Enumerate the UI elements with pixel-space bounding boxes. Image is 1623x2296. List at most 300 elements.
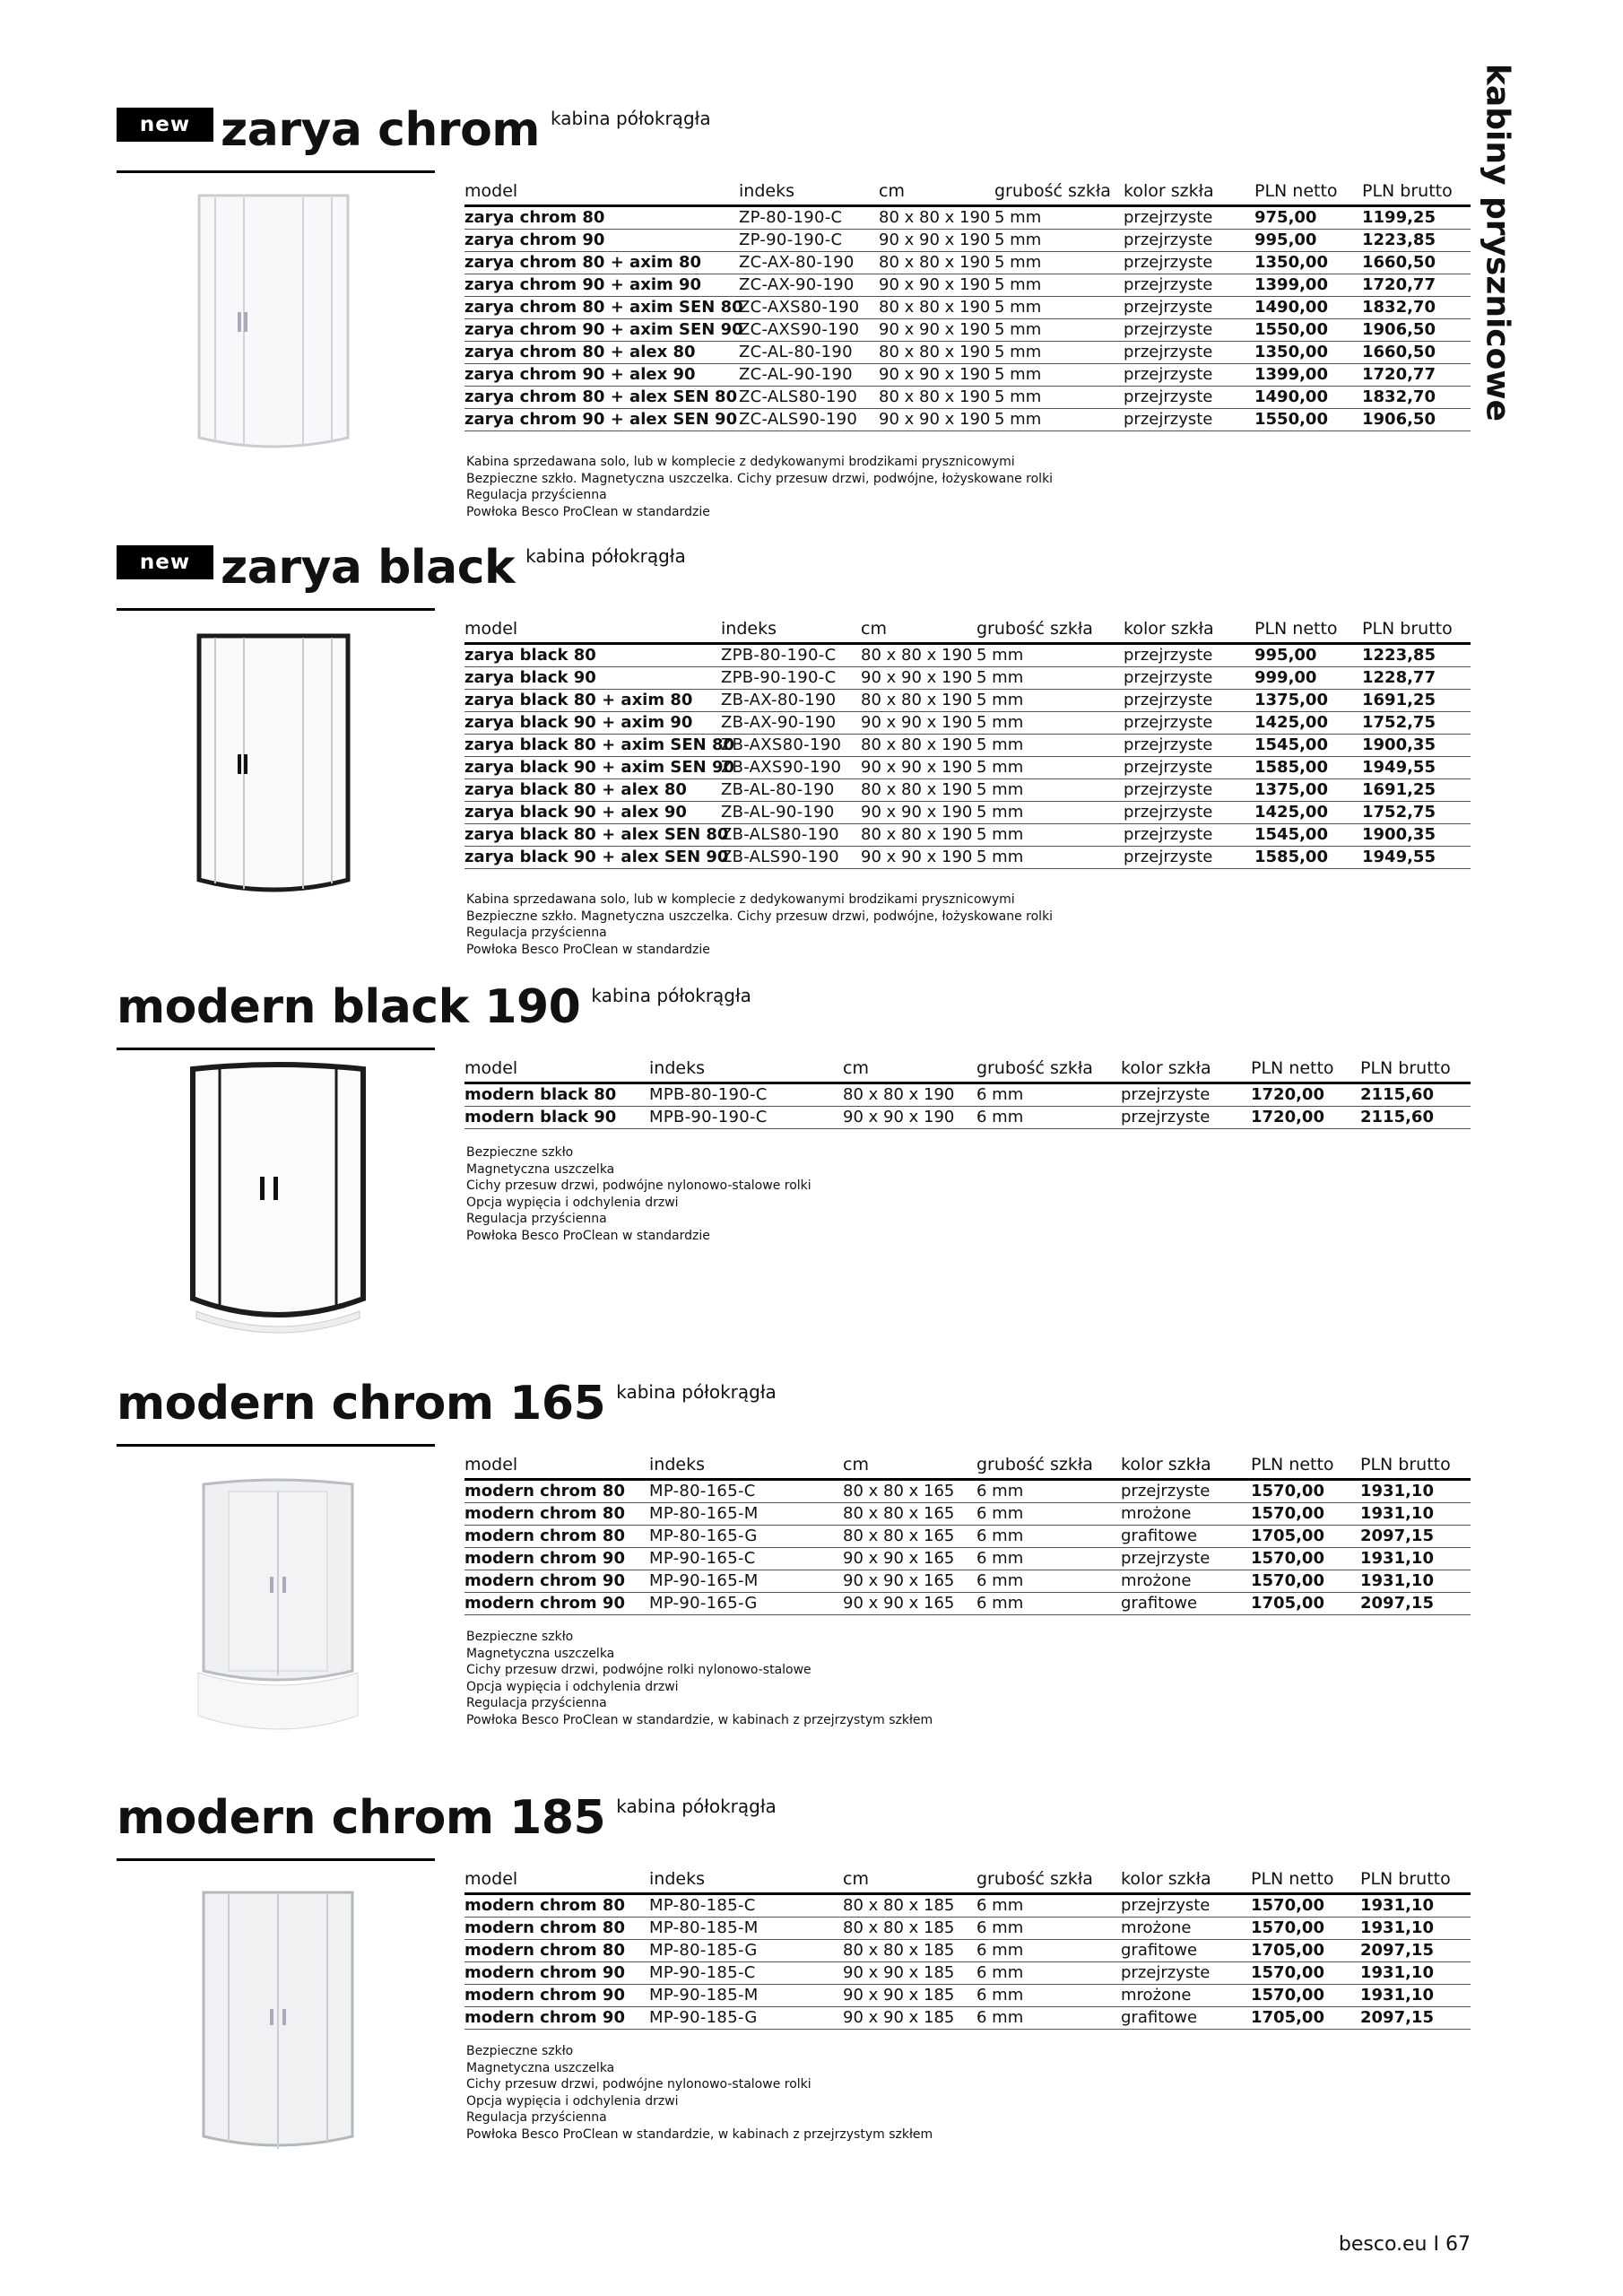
- cell-grubosc: 6 mm: [976, 2007, 1121, 2030]
- cell-kolor: przejrzyste: [1124, 319, 1254, 342]
- cell-kolor: przejrzyste: [1124, 297, 1254, 319]
- cell-indeks: ZB-AXS90-190: [721, 757, 861, 779]
- cell-cm: 90 x 90 x 185: [843, 1985, 976, 2007]
- cell-grubosc: 6 mm: [976, 1894, 1121, 1918]
- cell-grubosc: 6 mm: [976, 1107, 1121, 1129]
- table-row: [464, 1083, 1471, 1107]
- table-header-row: [464, 1058, 1471, 1083]
- note-line: Regulacja przyścienna: [466, 2110, 607, 2125]
- table-row: [464, 364, 1471, 387]
- cell-netto: 1705,00: [1251, 2007, 1360, 2030]
- cell-kolor: przejrzyste: [1124, 779, 1254, 802]
- cell-model: zarya chrom 80 + axim SEN 80: [464, 297, 739, 319]
- note-line: Magnetyczna uszczelka: [466, 1161, 615, 1177]
- table-row: [464, 1570, 1471, 1593]
- product-title: modern chrom 185: [117, 1791, 606, 1845]
- col-netto: PLN netto: [1251, 1058, 1360, 1083]
- table-body: [464, 1480, 1471, 1615]
- note-line: Opcja wypięcia i odchylenia drzwi: [466, 1195, 679, 1210]
- cell-brutto: 2097,15: [1360, 1526, 1471, 1548]
- cell-kolor: mrożone: [1121, 1570, 1251, 1593]
- product-notes: [466, 2043, 933, 2143]
- note-line: Cichy przesuw drzwi, podwójne rolki nylonowo-stalowe: [466, 1663, 812, 1677]
- cell-kolor: przejrzyste: [1124, 847, 1254, 869]
- shower-cabin-image: [193, 1474, 363, 1743]
- product-title: modern chrom 165: [117, 1377, 606, 1431]
- note-line: Cichy przesuw drzwi, podwójne nylonowo-stalowe rolki: [466, 2077, 812, 2092]
- cell-grubosc: 5 mm: [976, 690, 1124, 712]
- col-cm: cm: [843, 1058, 976, 1083]
- col-indeks: indeks: [721, 619, 861, 644]
- note-line: Powłoka Besco ProClean w standardzie, w kabinach z przejrzystym szkłem: [466, 1712, 933, 1727]
- cell-brutto: 2115,60: [1360, 1083, 1471, 1107]
- cell-model: modern chrom 90: [464, 1985, 649, 2007]
- table-row: [464, 1894, 1471, 1918]
- col-kolor: kolor szkła: [1121, 1869, 1251, 1894]
- table-row: [464, 387, 1471, 409]
- cell-kolor: przejrzyste: [1124, 409, 1254, 431]
- cell-cm: 80 x 80 x 185: [843, 1918, 976, 1940]
- cell-indeks: ZB-AX-90-190: [721, 712, 861, 735]
- cell-model: zarya chrom 90 + axim 90: [464, 274, 739, 297]
- cell-cm: 90 x 90 x 165: [843, 1570, 976, 1593]
- cell-kolor: przejrzyste: [1124, 274, 1254, 297]
- cell-grubosc: 5 mm: [976, 667, 1124, 690]
- cell-brutto: 1228,77: [1362, 667, 1471, 690]
- product-notes: [466, 454, 1053, 520]
- table-row: [464, 757, 1471, 779]
- cell-brutto: 1906,50: [1362, 319, 1471, 342]
- col-cm: cm: [843, 1869, 976, 1894]
- table-row: [464, 409, 1471, 431]
- cell-indeks: ZC-AXS90-190: [739, 319, 879, 342]
- cell-cm: 80 x 80 x 165: [843, 1526, 976, 1548]
- cell-cm: 80 x 80 x 190: [843, 1083, 976, 1107]
- cell-kolor: mrożone: [1121, 1918, 1251, 1940]
- new-badge: new: [117, 545, 213, 579]
- cell-cm: 80 x 80 x 190: [861, 824, 976, 847]
- cell-netto: 1720,00: [1251, 1107, 1360, 1129]
- title-rule: [117, 1444, 435, 1447]
- cell-cm: 80 x 80 x 190: [861, 779, 976, 802]
- cell-kolor: przejrzyste: [1124, 342, 1254, 364]
- cell-kolor: przejrzyste: [1124, 735, 1254, 757]
- note-line: Powłoka Besco ProClean w standardzie, w kabinach z przejrzystym szkłem: [466, 2126, 933, 2142]
- cell-indeks: ZC-AL-80-190: [739, 342, 879, 364]
- note-line: Powłoka Besco ProClean w standardzie: [466, 1228, 710, 1243]
- cell-brutto: 1931,10: [1360, 1570, 1471, 1593]
- cell-brutto: 1906,50: [1362, 409, 1471, 431]
- cell-model: zarya black 90 + axim SEN 90: [464, 757, 721, 779]
- cell-brutto: 1660,50: [1362, 252, 1471, 274]
- cell-grubosc: 6 mm: [976, 1548, 1121, 1570]
- cell-model: modern chrom 90: [464, 1593, 649, 1615]
- table-row: [464, 342, 1471, 364]
- cell-model: zarya chrom 90 + alex SEN 90: [464, 409, 739, 431]
- col-netto: PLN netto: [1254, 181, 1362, 206]
- cell-cm: 90 x 90 x 190: [861, 667, 976, 690]
- table-row: [464, 1526, 1471, 1548]
- cell-netto: 1425,00: [1254, 712, 1362, 735]
- note-line: Bezpieczne szkło: [466, 1145, 574, 1160]
- cell-indeks: MP-90-165-M: [649, 1570, 843, 1593]
- cell-netto: 1425,00: [1254, 802, 1362, 824]
- cell-brutto: 2115,60: [1360, 1107, 1471, 1129]
- section-header: [117, 103, 711, 160]
- cell-cm: 90 x 90 x 185: [843, 1962, 976, 1985]
- cell-indeks: ZB-AL-80-190: [721, 779, 861, 802]
- cell-kolor: przejrzyste: [1121, 1480, 1251, 1503]
- title-rule: [117, 170, 435, 173]
- col-indeks: indeks: [649, 1058, 843, 1083]
- cell-netto: 999,00: [1254, 667, 1362, 690]
- cell-kolor: przejrzyste: [1121, 1894, 1251, 1918]
- col-cm: cm: [879, 181, 994, 206]
- cell-grubosc: 5 mm: [994, 409, 1124, 431]
- cell-indeks: ZP-80-190-C: [739, 206, 879, 230]
- cell-cm: 90 x 90 x 190: [843, 1107, 976, 1129]
- cell-cm: 90 x 90 x 165: [843, 1548, 976, 1570]
- cell-netto: 1585,00: [1254, 757, 1362, 779]
- cell-kolor: grafitowe: [1121, 1526, 1251, 1548]
- cell-model: modern chrom 90: [464, 1962, 649, 1985]
- cell-indeks: MP-80-165-G: [649, 1526, 843, 1548]
- col-cm: cm: [861, 619, 976, 644]
- cell-kolor: grafitowe: [1121, 1940, 1251, 1962]
- cell-kolor: przejrzyste: [1124, 644, 1254, 667]
- cell-cm: 90 x 90 x 165: [843, 1593, 976, 1615]
- cell-model: modern chrom 90: [464, 2007, 649, 2030]
- cell-netto: 1570,00: [1251, 1985, 1360, 2007]
- cell-indeks: ZC-ALS80-190: [739, 387, 879, 409]
- cell-model: zarya black 80 + axim 80: [464, 690, 721, 712]
- table-row: [464, 644, 1471, 667]
- cell-grubosc: 6 mm: [976, 1985, 1121, 2007]
- cell-model: zarya chrom 90 + alex 90: [464, 364, 739, 387]
- col-kolor: kolor szkła: [1121, 1058, 1251, 1083]
- cell-brutto: 2097,15: [1360, 1940, 1471, 1962]
- cell-cm: 80 x 80 x 185: [843, 1894, 976, 1918]
- cell-model: zarya black 90 + axim 90: [464, 712, 721, 735]
- footer-page-number: 67: [1445, 2233, 1471, 2256]
- cell-brutto: 1931,10: [1360, 1480, 1471, 1503]
- note-line: Bezpieczne szkło. Magnetyczna uszczelka. Cichy przesuw drzwi, podwójne, łożyskowane rolki: [466, 909, 1054, 924]
- cell-brutto: 1660,50: [1362, 342, 1471, 364]
- col-netto: PLN netto: [1254, 619, 1362, 644]
- cell-kolor: przejrzyste: [1121, 1962, 1251, 1985]
- price-table: [464, 1058, 1471, 1129]
- table-body: [464, 644, 1471, 869]
- cell-indeks: MP-80-185-M: [649, 1918, 843, 1940]
- cell-netto: 1720,00: [1251, 1083, 1360, 1107]
- table-row: [464, 779, 1471, 802]
- cell-model: modern chrom 80: [464, 1503, 649, 1526]
- col-brutto: PLN brutto: [1360, 1058, 1471, 1083]
- cell-kolor: przejrzyste: [1124, 712, 1254, 735]
- cell-indeks: MP-90-185-G: [649, 2007, 843, 2030]
- note-line: Cichy przesuw drzwi, podwójne nylonowo-stalowe rolki: [466, 1178, 812, 1193]
- cell-cm: 80 x 80 x 190: [879, 342, 994, 364]
- cell-grubosc: 5 mm: [994, 252, 1124, 274]
- cell-model: zarya chrom 80: [464, 206, 739, 230]
- shower-cabin-image: [184, 1062, 372, 1342]
- cell-grubosc: 6 mm: [976, 1962, 1121, 1985]
- cell-indeks: ZB-ALS80-190: [721, 824, 861, 847]
- price-table: [464, 181, 1471, 431]
- cell-netto: 1705,00: [1251, 1526, 1360, 1548]
- cell-brutto: 1900,35: [1362, 824, 1471, 847]
- cell-brutto: 1223,85: [1362, 644, 1471, 667]
- cell-grubosc: 6 mm: [976, 1570, 1121, 1593]
- product-subtitle: kabina półokrągła: [616, 1796, 777, 1817]
- cell-kolor: mrożone: [1121, 1503, 1251, 1526]
- cell-indeks: MP-90-165-C: [649, 1548, 843, 1570]
- cell-netto: 1570,00: [1251, 1548, 1360, 1570]
- cell-indeks: ZC-ALS90-190: [739, 409, 879, 431]
- table-row: [464, 690, 1471, 712]
- title-rule: [117, 1048, 435, 1050]
- cell-grubosc: 5 mm: [976, 847, 1124, 869]
- cell-indeks: MP-80-165-C: [649, 1480, 843, 1503]
- title-rule: [117, 608, 435, 611]
- cell-cm: 80 x 80 x 185: [843, 1940, 976, 1962]
- cell-grubosc: 6 mm: [976, 1940, 1121, 1962]
- cell-brutto: 1931,10: [1360, 1962, 1471, 1985]
- product-title: zarya black: [221, 541, 516, 595]
- cell-netto: 995,00: [1254, 230, 1362, 252]
- cell-netto: 1570,00: [1251, 1570, 1360, 1593]
- col-kolor: kolor szkła: [1124, 181, 1254, 206]
- cell-model: zarya chrom 80 + alex SEN 80: [464, 387, 739, 409]
- cell-kolor: grafitowe: [1121, 1593, 1251, 1615]
- cell-brutto: 1720,77: [1362, 274, 1471, 297]
- cell-model: modern chrom 80: [464, 1480, 649, 1503]
- product-notes: [466, 891, 1053, 958]
- cell-netto: 1570,00: [1251, 1962, 1360, 1985]
- cell-indeks: MP-90-185-M: [649, 1985, 843, 2007]
- note-line: Powłoka Besco ProClean w standardzie: [466, 504, 710, 519]
- table-row: [464, 1503, 1471, 1526]
- table-row: [464, 252, 1471, 274]
- cell-indeks: MP-80-185-C: [649, 1894, 843, 1918]
- cell-netto: 1705,00: [1251, 1940, 1360, 1962]
- cell-brutto: 1832,70: [1362, 387, 1471, 409]
- cell-kolor: przejrzyste: [1124, 364, 1254, 387]
- cell-netto: 1705,00: [1251, 1593, 1360, 1615]
- cell-indeks: ZPB-90-190-C: [721, 667, 861, 690]
- table-body: [464, 1083, 1471, 1129]
- cell-cm: 80 x 80 x 190: [861, 735, 976, 757]
- cell-indeks: MP-80-165-M: [649, 1503, 843, 1526]
- product-notes: [466, 1144, 812, 1244]
- cell-kolor: przejrzyste: [1121, 1548, 1251, 1570]
- cell-grubosc: 5 mm: [994, 274, 1124, 297]
- cell-brutto: 1691,25: [1362, 690, 1471, 712]
- col-netto: PLN netto: [1251, 1455, 1360, 1480]
- cell-kolor: przejrzyste: [1124, 690, 1254, 712]
- cell-brutto: 1752,75: [1362, 802, 1471, 824]
- cell-grubosc: 5 mm: [994, 206, 1124, 230]
- col-cm: cm: [843, 1455, 976, 1480]
- cell-grubosc: 6 mm: [976, 1083, 1121, 1107]
- note-line: Magnetyczna uszczelka: [466, 2060, 615, 2075]
- shower-cabin-image: [188, 629, 359, 898]
- col-model: model: [464, 619, 721, 644]
- table-row: [464, 1962, 1471, 1985]
- cell-kolor: przejrzyste: [1124, 252, 1254, 274]
- col-brutto: PLN brutto: [1362, 181, 1471, 206]
- cell-netto: 1585,00: [1254, 847, 1362, 869]
- cell-indeks: ZC-AX-90-190: [739, 274, 879, 297]
- cell-brutto: 1752,75: [1362, 712, 1471, 735]
- cell-brutto: 2097,15: [1360, 2007, 1471, 2030]
- table-body: [464, 1894, 1471, 2030]
- cell-netto: 1550,00: [1254, 319, 1362, 342]
- note-line: Regulacja przyścienna: [466, 1212, 607, 1226]
- note-line: Regulacja przyścienna: [466, 1696, 607, 1710]
- cell-model: zarya chrom 90 + axim SEN 90: [464, 319, 739, 342]
- col-grubosc: grubość szkła: [976, 1869, 1121, 1894]
- cell-kolor: przejrzyste: [1124, 230, 1254, 252]
- cell-netto: 1570,00: [1251, 1503, 1360, 1526]
- cell-brutto: 1900,35: [1362, 735, 1471, 757]
- col-grubosc: grubość szkła: [994, 181, 1124, 206]
- product-title: modern black 190: [117, 980, 581, 1034]
- table-row: [464, 824, 1471, 847]
- product-notes: [466, 1629, 933, 1728]
- cell-model: zarya black 80: [464, 644, 721, 667]
- cell-netto: 1399,00: [1254, 364, 1362, 387]
- note-line: Bezpieczne szkło: [466, 2044, 574, 2058]
- note-line: Bezpieczne szkło: [466, 1630, 574, 1644]
- cell-model: modern chrom 90: [464, 1570, 649, 1593]
- col-kolor: kolor szkła: [1124, 619, 1254, 644]
- cell-model: modern black 90: [464, 1107, 649, 1129]
- table-row: [464, 1985, 1471, 2007]
- cell-grubosc: 6 mm: [976, 1526, 1121, 1548]
- cell-indeks: ZC-AXS80-190: [739, 297, 879, 319]
- note-line: Kabina sprzedawana solo, lub w komplecie z dedykowanymi brodzikami prysznicowymi: [466, 892, 1015, 907]
- cell-indeks: ZB-AL-90-190: [721, 802, 861, 824]
- footer-site: besco.eu: [1338, 2233, 1428, 2256]
- cell-grubosc: 5 mm: [976, 802, 1124, 824]
- cell-cm: 90 x 90 x 190: [861, 847, 976, 869]
- cell-brutto: 1931,10: [1360, 1985, 1471, 2007]
- table-row: [464, 1107, 1471, 1129]
- note-line: Powłoka Besco ProClean w standardzie: [466, 942, 710, 957]
- cell-model: zarya black 90 + alex 90: [464, 802, 721, 824]
- cell-model: zarya black 80 + axim SEN 80: [464, 735, 721, 757]
- cell-brutto: 1832,70: [1362, 297, 1471, 319]
- cell-indeks: MPB-90-190-C: [649, 1107, 843, 1129]
- section-header: [117, 1379, 777, 1433]
- cell-grubosc: 5 mm: [994, 342, 1124, 364]
- cell-indeks: MP-90-165-G: [649, 1593, 843, 1615]
- cell-kolor: mrożone: [1121, 1985, 1251, 2007]
- cell-netto: 995,00: [1254, 644, 1362, 667]
- cell-cm: 80 x 80 x 190: [861, 644, 976, 667]
- cell-indeks: ZB-AX-80-190: [721, 690, 861, 712]
- col-brutto: PLN brutto: [1360, 1869, 1471, 1894]
- col-indeks: indeks: [649, 1455, 843, 1480]
- col-model: model: [464, 1058, 649, 1083]
- note-line: Regulacja przyścienna: [466, 926, 607, 940]
- cell-netto: 1350,00: [1254, 342, 1362, 364]
- price-table: [464, 1869, 1471, 2030]
- table-row: [464, 1593, 1471, 1615]
- note-line: Opcja wypięcia i odchylenia drzwi: [466, 1679, 679, 1694]
- col-brutto: PLN brutto: [1362, 619, 1471, 644]
- cell-grubosc: 5 mm: [976, 644, 1124, 667]
- cell-kolor: grafitowe: [1121, 2007, 1251, 2030]
- cell-grubosc: 5 mm: [994, 230, 1124, 252]
- cell-grubosc: 5 mm: [976, 824, 1124, 847]
- footer-separator: I: [1433, 2233, 1439, 2256]
- cell-netto: 1550,00: [1254, 409, 1362, 431]
- cell-kolor: przejrzyste: [1124, 387, 1254, 409]
- note-line: Kabina sprzedawana solo, lub w komplecie z dedykowanymi brodzikami prysznicowymi: [466, 455, 1015, 469]
- col-grubosc: grubość szkła: [976, 1058, 1121, 1083]
- cell-brutto: 1931,10: [1360, 1894, 1471, 1918]
- cell-indeks: MP-80-185-G: [649, 1940, 843, 1962]
- cell-cm: 90 x 90 x 190: [861, 802, 976, 824]
- cell-netto: 1545,00: [1254, 735, 1362, 757]
- table-header-row: [464, 619, 1471, 644]
- cell-brutto: 1931,10: [1360, 1503, 1471, 1526]
- cell-model: modern chrom 80: [464, 1940, 649, 1962]
- cell-indeks: ZB-ALS90-190: [721, 847, 861, 869]
- cell-netto: 1570,00: [1251, 1918, 1360, 1940]
- table-row: [464, 712, 1471, 735]
- shower-cabin-image: [193, 1883, 363, 2161]
- cell-grubosc: 5 mm: [976, 779, 1124, 802]
- table-row: [464, 1480, 1471, 1503]
- table-row: [464, 2007, 1471, 2030]
- cell-kolor: przejrzyste: [1124, 206, 1254, 230]
- cell-netto: 1490,00: [1254, 387, 1362, 409]
- product-subtitle: kabina półokrągła: [551, 108, 711, 129]
- cell-grubosc: 6 mm: [976, 1918, 1121, 1940]
- cell-grubosc: 5 mm: [994, 297, 1124, 319]
- cell-kolor: przejrzyste: [1124, 824, 1254, 847]
- cell-cm: 80 x 80 x 190: [879, 252, 994, 274]
- cell-kolor: przejrzyste: [1124, 802, 1254, 824]
- title-rule: [117, 1858, 435, 1861]
- table-row: [464, 1548, 1471, 1570]
- product-subtitle: kabina półokrągła: [525, 545, 686, 567]
- cell-model: modern black 80: [464, 1083, 649, 1107]
- col-indeks: indeks: [739, 181, 879, 206]
- cell-kolor: przejrzyste: [1121, 1083, 1251, 1107]
- col-netto: PLN netto: [1251, 1869, 1360, 1894]
- section-header: [117, 541, 686, 597]
- cell-netto: 975,00: [1254, 206, 1362, 230]
- cell-kolor: przejrzyste: [1124, 757, 1254, 779]
- table-row: [464, 735, 1471, 757]
- cell-model: zarya chrom 90: [464, 230, 739, 252]
- cell-brutto: 1199,25: [1362, 206, 1471, 230]
- table-row: [464, 206, 1471, 230]
- cell-model: zarya chrom 80 + alex 80: [464, 342, 739, 364]
- cell-cm: 90 x 90 x 190: [879, 230, 994, 252]
- cell-grubosc: 6 mm: [976, 1503, 1121, 1526]
- cell-brutto: 1949,55: [1362, 757, 1471, 779]
- cell-netto: 1375,00: [1254, 779, 1362, 802]
- cell-brutto: 1931,10: [1360, 1918, 1471, 1940]
- col-model: model: [464, 1455, 649, 1480]
- cell-netto: 1570,00: [1251, 1894, 1360, 1918]
- cell-grubosc: 5 mm: [994, 387, 1124, 409]
